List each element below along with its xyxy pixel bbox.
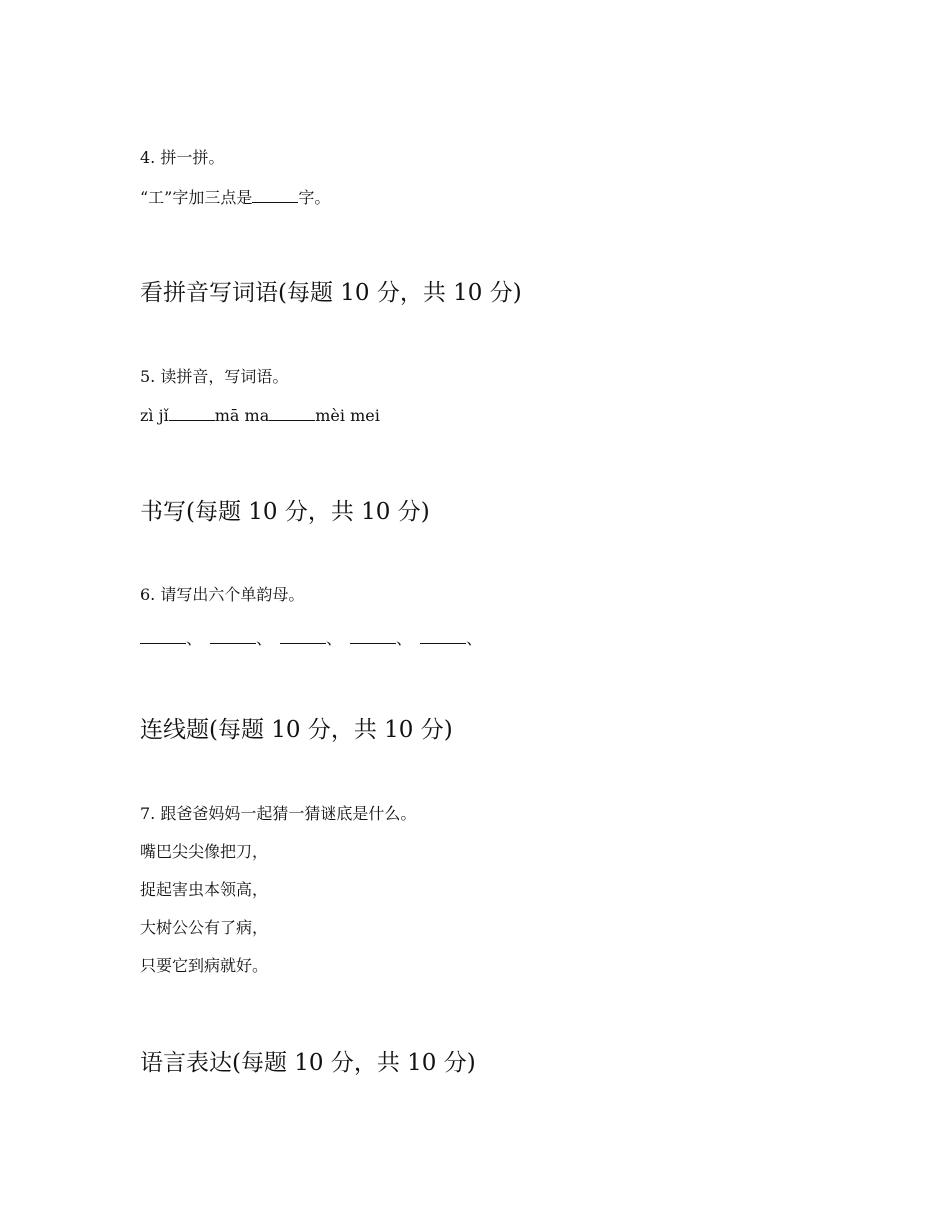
- section-heading-pinyin: 看拼音写词语(每题 10 分，共 10 分): [140, 280, 522, 306]
- riddle-line: 只要它到病就好。: [140, 956, 269, 975]
- separator: 、: [466, 629, 483, 648]
- section-heading-expression: 语言表达(每题 10 分，共 10 分): [140, 1050, 476, 1076]
- riddle-line: 大树公公有了病，: [140, 918, 269, 937]
- question-4-text: [140, 187, 330, 208]
- answer-blank[interactable]: [280, 628, 326, 644]
- riddle-line: 捉起害虫本领高，: [140, 880, 269, 899]
- section-heading-matching: 连线题(每题 10 分，共 10 分): [140, 717, 453, 743]
- answer-blank[interactable]: [210, 628, 256, 644]
- pinyin-word: mèi mei: [315, 406, 380, 425]
- question-7-title: 7. 跟爸爸妈妈一起猜一猜谜底是什么。: [140, 804, 417, 823]
- question-4-text-after: 字。: [298, 188, 331, 207]
- answer-blank[interactable]: [140, 628, 186, 644]
- question-6-blanks-row: [140, 628, 482, 649]
- question-6-title: 6. 请写出六个单韵母。: [140, 585, 305, 604]
- answer-blank[interactable]: [350, 628, 396, 644]
- question-5-pinyin-row: [140, 405, 380, 426]
- answer-blank[interactable]: [269, 405, 315, 421]
- pinyin-word: mā ma: [214, 406, 270, 425]
- question-4-text-before: “工”字加三点是: [140, 188, 253, 207]
- answer-blank[interactable]: [252, 187, 298, 203]
- separator: 、: [186, 629, 203, 648]
- separator: 、: [326, 629, 343, 648]
- riddle-line: 嘴巴尖尖像把刀，: [140, 842, 269, 861]
- question-5-title: 5. 读拼音，写词语。: [140, 367, 289, 386]
- pinyin-word: zì jǐ: [140, 406, 169, 425]
- question-4-title: 4. 拼一拼。: [140, 148, 225, 167]
- answer-blank[interactable]: [420, 628, 466, 644]
- section-heading-writing: 书写(每题 10 分，共 10 分): [140, 499, 430, 525]
- separator: 、: [396, 629, 413, 648]
- separator: 、: [256, 629, 273, 648]
- answer-blank[interactable]: [169, 405, 215, 421]
